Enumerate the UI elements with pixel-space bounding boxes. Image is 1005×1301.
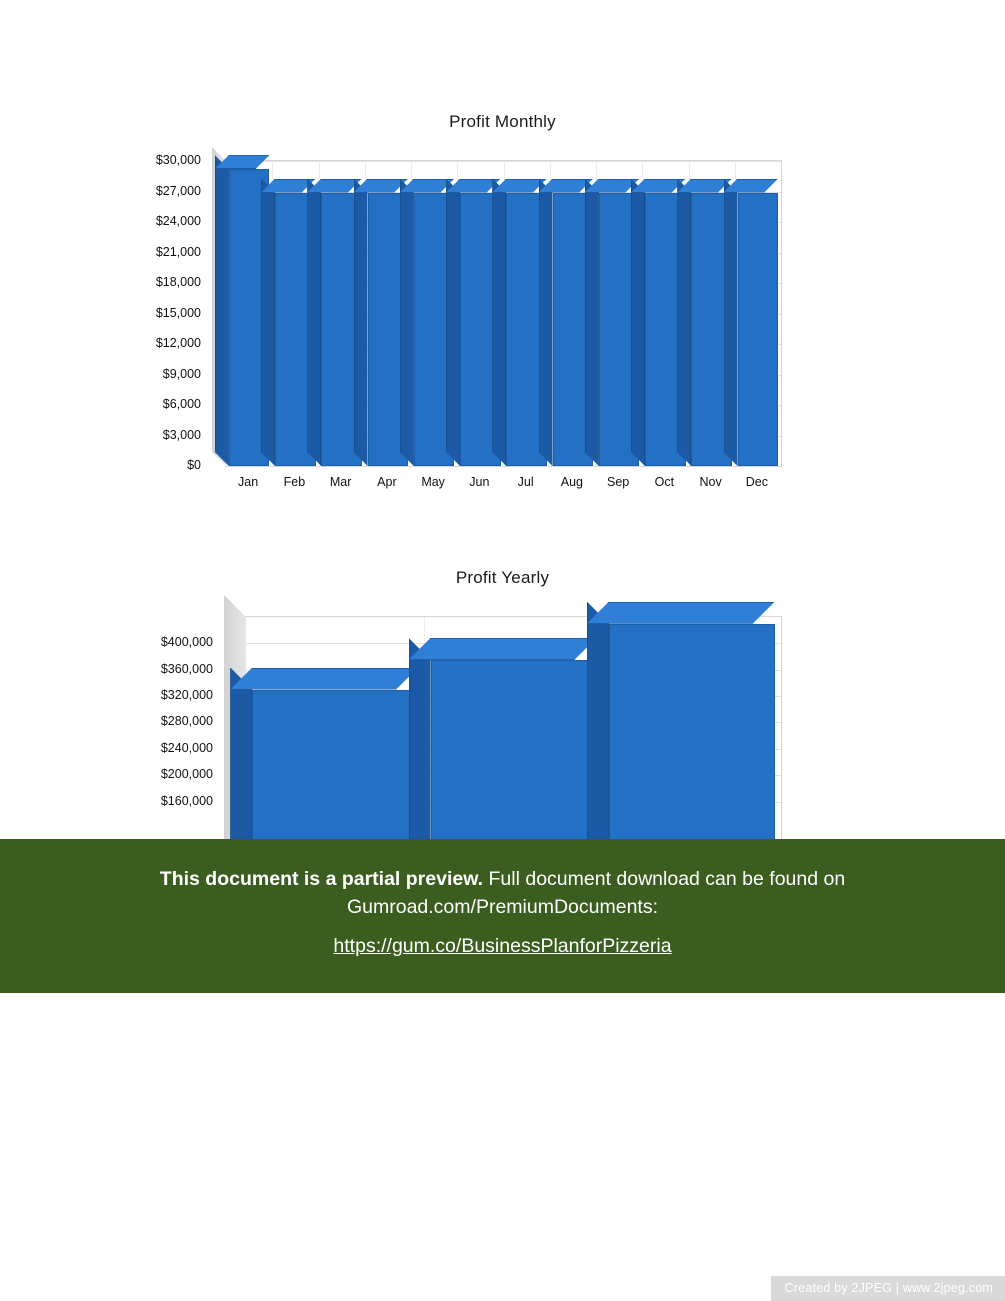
x-tick-label: Nov — [699, 475, 722, 489]
bar-side-face — [446, 179, 460, 466]
banner-bold-text: This document is a partial preview. — [159, 868, 484, 890]
y-tick-label: $0 — [187, 458, 201, 472]
plot-area — [225, 160, 782, 467]
x-tick-label: Sep — [607, 475, 630, 489]
bar-side-face — [215, 155, 229, 466]
y-tick-label: $360,000 — [160, 661, 213, 676]
x-tick-label: Aug — [560, 475, 583, 489]
x-tick-label: Jan — [238, 475, 259, 489]
chart-title: Profit Monthly — [449, 112, 556, 131]
x-tick-label: Jun — [469, 475, 490, 489]
bar-front-face — [738, 193, 779, 466]
preview-banner — [0, 839, 1005, 993]
y-tick-label: $6,000 — [162, 397, 201, 411]
y-tick-label: $30,000 — [155, 153, 201, 167]
bar-side-face — [354, 179, 368, 466]
bar-side-face — [492, 179, 506, 466]
y-tick-label: $400,000 — [160, 635, 213, 650]
x-tick-label: Jul — [517, 475, 534, 489]
bar — [724, 179, 779, 466]
bar-side-face — [585, 179, 599, 466]
bar-side-face — [631, 179, 645, 466]
y-tick-label: $15,000 — [155, 305, 201, 320]
bar-top-face — [230, 668, 418, 690]
bar-side-face — [539, 179, 553, 466]
y-tick-label: $160,000 — [160, 793, 213, 808]
y-tick-label: $21,000 — [155, 244, 201, 259]
chart-title: Profit Yearly — [455, 568, 550, 587]
y-tick-label: $12,000 — [155, 336, 201, 350]
bar-side-face — [677, 179, 691, 466]
download-link[interactable]: https://gum.co/BusinessPlanforPizzeria — [333, 935, 672, 957]
bar-side-face — [261, 179, 275, 466]
bar-top-face — [724, 179, 779, 193]
watermark: Created by 2JPEG | www.2jpeg.com — [771, 1276, 1005, 1301]
bar-top-face — [215, 155, 270, 169]
y-tick-label: $27,000 — [155, 183, 201, 198]
y-tick-label: $3,000 — [162, 427, 201, 442]
x-tick-label: Apr — [377, 475, 397, 489]
banner-rest-text: Full document download can be found on Gumroad.com/PremiumDocuments: — [346, 868, 846, 918]
x-tick-label: May — [421, 475, 445, 489]
y-tick-label: $24,000 — [155, 214, 201, 228]
x-tick-label: Mar — [329, 475, 352, 489]
y-tick-label: $280,000 — [160, 714, 213, 729]
bar-top-face — [587, 602, 775, 624]
y-tick-label: $200,000 — [160, 767, 213, 782]
profit-monthly-chart — [0, 112, 1005, 542]
y-tick-label: $240,000 — [160, 740, 213, 755]
plot-region — [95, 142, 915, 542]
y-tick-label: $18,000 — [155, 275, 201, 289]
x-tick-label: Feb — [283, 475, 306, 489]
bar-side-face — [307, 179, 321, 466]
banner-text — [0, 865, 1005, 921]
x-tick-label: Dec — [745, 475, 768, 489]
bar-side-face — [400, 179, 414, 466]
y-tick-label: $320,000 — [160, 688, 213, 703]
bar-top-face — [409, 638, 597, 660]
bar-side-face — [724, 179, 738, 466]
x-tick-label: Oct — [654, 475, 675, 489]
y-tick-label: $9,000 — [162, 366, 201, 381]
